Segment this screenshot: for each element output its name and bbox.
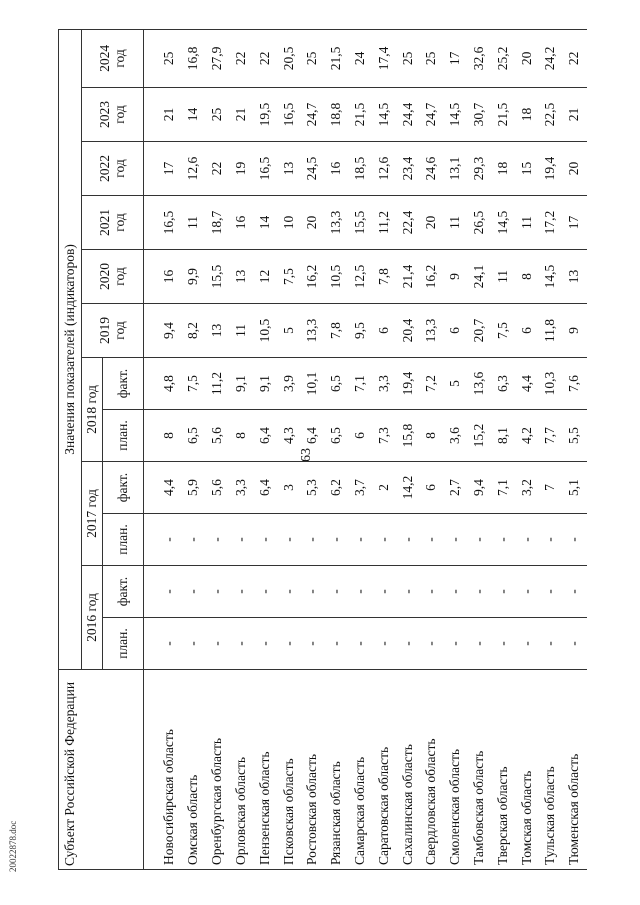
value-cell: 17 [444,29,468,87]
value-cell: 8 [420,410,444,462]
value-cell: 7,1 [349,358,373,410]
value-cell: - [468,618,492,670]
value-cell: 13 [277,142,301,196]
value-cell: 22,4 [396,196,420,250]
value-cell: - [206,618,230,670]
value-cell: 18,7 [206,196,230,250]
value-cell: - [230,514,254,566]
value-cell: 13,3 [325,196,349,250]
value-cell: 4,2 [515,410,539,462]
value-cell: 6 [372,304,396,358]
value-cell: - [468,514,492,566]
region-name-cell: Свердловская область [420,670,444,870]
value-cell: 15,5 [349,196,373,250]
value-cell: 17,4 [372,29,396,87]
value-cell: 6 [420,462,444,514]
value-cell: 3,3 [372,358,396,410]
value-cell: 17 [144,142,183,196]
value-cell: 11 [491,250,515,304]
value-cell: 18,5 [349,142,373,196]
value-cell: - [563,566,587,618]
value-cell: 25,2 [491,29,515,87]
value-cell: 6,4 [301,410,325,462]
value-cell: - [515,514,539,566]
region-name-cell: Саратовская область [372,670,396,870]
value-cell: 4,3 [277,410,301,462]
value-cell: - [349,566,373,618]
value-cell: - [563,618,587,670]
region-name-cell: Тверская область [491,670,515,870]
value-cell: 21,5 [325,29,349,87]
table-row [144,29,183,869]
region-name-cell: Тамбовская область [468,670,492,870]
region-name-cell: Смоленская область [444,670,468,870]
value-cell: 24,6 [420,142,444,196]
value-cell: 6,4 [253,410,277,462]
value-cell: 13,3 [420,304,444,358]
value-cell: 32,6 [468,29,492,87]
value-cell: 22 [253,29,277,87]
table-row [491,29,515,869]
value-cell: 22 [206,142,230,196]
value-cell: - [539,618,563,670]
region-name-cell: Ростовская область [301,670,325,870]
value-cell: 9,4 [144,304,183,358]
value-cell: 9,4 [468,462,492,514]
value-cell: 3,6 [444,410,468,462]
value-cell: 5 [444,358,468,410]
value-cell: 8 [515,250,539,304]
table-row [372,29,396,869]
region-name-cell: Пензенская область [253,670,277,870]
plan-2016-header: план. [103,618,144,670]
value-cell: - [444,566,468,618]
value-cell: 7,1 [491,462,515,514]
value-cell: 25 [206,88,230,142]
value-cell: 15,5 [206,250,230,304]
value-cell: 21,5 [491,88,515,142]
value-cell: 6 [349,410,373,462]
value-cell: - [182,618,206,670]
value-cell: 6,5 [325,410,349,462]
fact-2017-header: факт. [103,462,144,514]
value-cell: 10 [277,196,301,250]
year-2022-header: 2022 год [82,142,144,196]
value-cell: - [253,618,277,670]
year-2019-header: 2019 год [82,304,144,358]
value-cell: 4,8 [144,358,183,410]
value-cell: 24 [349,29,373,87]
value-cell: 24,1 [468,250,492,304]
value-cell: 3,9 [277,358,301,410]
value-cell: - [468,566,492,618]
table-row [396,29,420,869]
value-cell: - [563,514,587,566]
footer-filename: 20022878.doc [8,820,18,872]
plan-2018-header: план. [103,410,144,462]
table-body [144,29,587,869]
value-cell: 13,6 [468,358,492,410]
value-cell: 12,6 [182,142,206,196]
value-cell: 11 [182,196,206,250]
value-cell: - [420,566,444,618]
value-cell: 22 [563,29,587,87]
fact-2018-header: факт. [103,358,144,410]
region-name-cell: Орловская область [230,670,254,870]
value-cell: 6,4 [253,462,277,514]
value-cell: 12,5 [349,250,373,304]
value-cell: - [325,618,349,670]
value-cell: - [182,514,206,566]
table-row [539,29,563,869]
value-cell: 7,6 [563,358,587,410]
value-cell: 25 [420,29,444,87]
subject-header: Субъект Российской Федерации [59,670,144,870]
value-cell: 21 [144,88,183,142]
region-name-cell: Тюменская область [563,670,587,870]
table-row [349,29,373,869]
value-cell: 7,8 [325,304,349,358]
page-number: 63 [299,448,314,462]
value-cell: 18 [491,142,515,196]
indicators-table [58,29,587,870]
value-cell: 10,3 [539,358,563,410]
value-cell: 16 [144,250,183,304]
value-cell: 15 [515,142,539,196]
value-cell: 24,5 [301,142,325,196]
region-name-cell: Сахалинская область [396,670,420,870]
value-cell: 11,2 [206,358,230,410]
value-cell: 9,1 [253,358,277,410]
value-cell: 17,2 [539,196,563,250]
value-cell: 30,7 [468,88,492,142]
value-cell: 7,3 [372,410,396,462]
year-2021-header: 2021 год [82,196,144,250]
value-cell: - [420,514,444,566]
value-cell: 19,5 [253,88,277,142]
value-cell: 5,5 [563,410,587,462]
value-cell: - [420,618,444,670]
value-cell: 6 [515,304,539,358]
value-cell: 14,5 [444,88,468,142]
table-row [206,29,230,869]
value-cell: 25 [301,29,325,87]
plan-2017-header: план. [103,514,144,566]
region-name-cell: Оренбургская область [206,670,230,870]
value-cell: 3,3 [230,462,254,514]
value-cell: 7,2 [420,358,444,410]
table-row [253,29,277,869]
region-name-cell: Новосибирская область [144,670,183,870]
table-row [182,29,206,869]
value-cell: - [349,514,373,566]
value-cell: 17 [563,196,587,250]
value-cell: - [372,514,396,566]
value-cell: 26,5 [468,196,492,250]
value-cell: 7,8 [372,250,396,304]
value-cell: - [144,618,183,670]
value-cell: - [325,566,349,618]
value-cell: 5,3 [301,462,325,514]
value-cell: 9,9 [182,250,206,304]
value-cell: 20 [563,142,587,196]
value-cell: 20 [301,196,325,250]
value-cell: 18,8 [325,88,349,142]
value-cell: - [206,514,230,566]
value-cell: 20,7 [468,304,492,358]
value-cell: - [253,566,277,618]
value-cell: - [301,514,325,566]
value-cell: 24,7 [301,88,325,142]
region-name-cell: Псковская область [277,670,301,870]
value-cell: - [230,566,254,618]
value-cell: 7 [539,462,563,514]
value-cell: 15,8 [396,410,420,462]
table-row [420,29,444,869]
region-name-cell: Томская область [515,670,539,870]
value-cell: 14,2 [396,462,420,514]
value-cell: 16,2 [301,250,325,304]
year-2020-header: 2020 год [82,250,144,304]
value-cell: 22 [230,29,254,87]
value-cell: 10,5 [253,304,277,358]
table-row [230,29,254,869]
value-cell: 10,5 [325,250,349,304]
value-cell: - [301,618,325,670]
value-cell: 8 [144,410,183,462]
value-cell: - [491,618,515,670]
value-cell: 16,5 [144,196,183,250]
value-cell: 2 [372,462,396,514]
value-cell: 12,6 [372,142,396,196]
value-cell: - [372,618,396,670]
value-cell: 9 [563,304,587,358]
value-cell: - [396,514,420,566]
value-cell: - [301,566,325,618]
table-row [325,29,349,869]
indicators-header: Значения показателей (индикаторов) [59,29,82,669]
value-cell: 16,5 [277,88,301,142]
value-cell: 11 [515,196,539,250]
value-cell: 7,5 [491,304,515,358]
value-cell: 25 [396,29,420,87]
value-cell: 8,1 [491,410,515,462]
value-cell: 4,4 [515,358,539,410]
region-name-cell: Омская область [182,670,206,870]
value-cell: - [396,566,420,618]
value-cell: 13 [206,304,230,358]
value-cell: - [396,618,420,670]
value-cell: 15,2 [468,410,492,462]
value-cell: 8 [230,410,254,462]
value-cell: 20,4 [396,304,420,358]
value-cell: 14,5 [372,88,396,142]
value-cell: 3,2 [515,462,539,514]
value-cell: - [444,618,468,670]
value-cell: 13,3 [301,304,325,358]
value-cell: 8,2 [182,304,206,358]
value-cell: 20 [515,29,539,87]
value-cell: 14,5 [539,250,563,304]
value-cell: 16,5 [253,142,277,196]
region-name-cell: Самарская область [349,670,373,870]
value-cell: 10,1 [301,358,325,410]
value-cell: 5,6 [206,410,230,462]
value-cell: - [372,566,396,618]
region-name-cell: Тульская область [539,670,563,870]
value-cell: 21,4 [396,250,420,304]
rotated-table-container [58,30,582,870]
fact-2016-header: факт. [103,566,144,618]
value-cell: 13 [230,250,254,304]
value-cell: 24,4 [396,88,420,142]
table-row [444,29,468,869]
year-2018-header: 2018 год [82,358,103,462]
region-name-cell: Рязанская область [325,670,349,870]
value-cell: - [277,618,301,670]
value-cell: - [144,514,183,566]
table-row [515,29,539,869]
value-cell: 16,2 [420,250,444,304]
value-cell: 18 [515,88,539,142]
value-cell: 21 [563,88,587,142]
value-cell: 6,3 [491,358,515,410]
value-cell: 14,5 [491,196,515,250]
value-cell: 2,7 [444,462,468,514]
value-cell: 14 [253,196,277,250]
value-cell: 6 [444,304,468,358]
value-cell: 27,9 [206,29,230,87]
value-cell: 16 [325,142,349,196]
table-row [277,29,301,869]
value-cell: 16,8 [182,29,206,87]
value-cell: - [539,514,563,566]
value-cell: 11 [444,196,468,250]
value-cell: - [144,566,183,618]
value-cell: 19,4 [539,142,563,196]
value-cell: 9,1 [230,358,254,410]
value-cell: - [206,566,230,618]
value-cell: 11 [230,304,254,358]
value-cell: 9,5 [349,304,373,358]
value-cell: 12 [253,250,277,304]
value-cell: 7,5 [277,250,301,304]
value-cell: - [444,514,468,566]
value-cell: 11,8 [539,304,563,358]
value-cell: 24,2 [539,29,563,87]
value-cell: 5,9 [182,462,206,514]
value-cell: - [515,618,539,670]
value-cell: 21 [230,88,254,142]
value-cell: 25 [144,29,183,87]
year-2016-header: 2016 год [82,566,103,670]
value-cell: - [230,618,254,670]
value-cell: 29,3 [468,142,492,196]
value-cell: - [515,566,539,618]
value-cell: - [349,618,373,670]
value-cell: - [491,514,515,566]
value-cell: 21,5 [349,88,373,142]
value-cell: 14 [182,88,206,142]
value-cell: 13,1 [444,142,468,196]
year-2017-header: 2017 год [82,462,103,566]
value-cell: - [277,514,301,566]
value-cell: - [491,566,515,618]
value-cell: 6,5 [182,410,206,462]
value-cell: 20,5 [277,29,301,87]
table-header [59,29,144,869]
value-cell: 9 [444,250,468,304]
value-cell: 7,5 [182,358,206,410]
value-cell: 13 [563,250,587,304]
value-cell: 23,4 [396,142,420,196]
value-cell: 20 [420,196,444,250]
table-row [563,29,587,869]
value-cell: 19,4 [396,358,420,410]
value-cell: 5 [277,304,301,358]
value-cell: 5,6 [206,462,230,514]
year-2024-header: 2024 год [82,29,144,87]
value-cell: 7,7 [539,410,563,462]
value-cell: 11,2 [372,196,396,250]
value-cell: 3 [277,462,301,514]
value-cell: 4,4 [144,462,183,514]
value-cell: 3,7 [349,462,373,514]
value-cell: - [253,514,277,566]
value-cell: 19 [230,142,254,196]
table-row [468,29,492,869]
value-cell: - [182,566,206,618]
table-row [301,29,325,869]
year-2023-header: 2023 год [82,88,144,142]
value-cell: 24,7 [420,88,444,142]
value-cell: - [277,566,301,618]
value-cell: 16 [230,196,254,250]
value-cell: - [325,514,349,566]
value-cell: 6,2 [325,462,349,514]
value-cell: 22,5 [539,88,563,142]
value-cell: 6,5 [325,358,349,410]
value-cell: 5,1 [563,462,587,514]
value-cell: - [539,566,563,618]
